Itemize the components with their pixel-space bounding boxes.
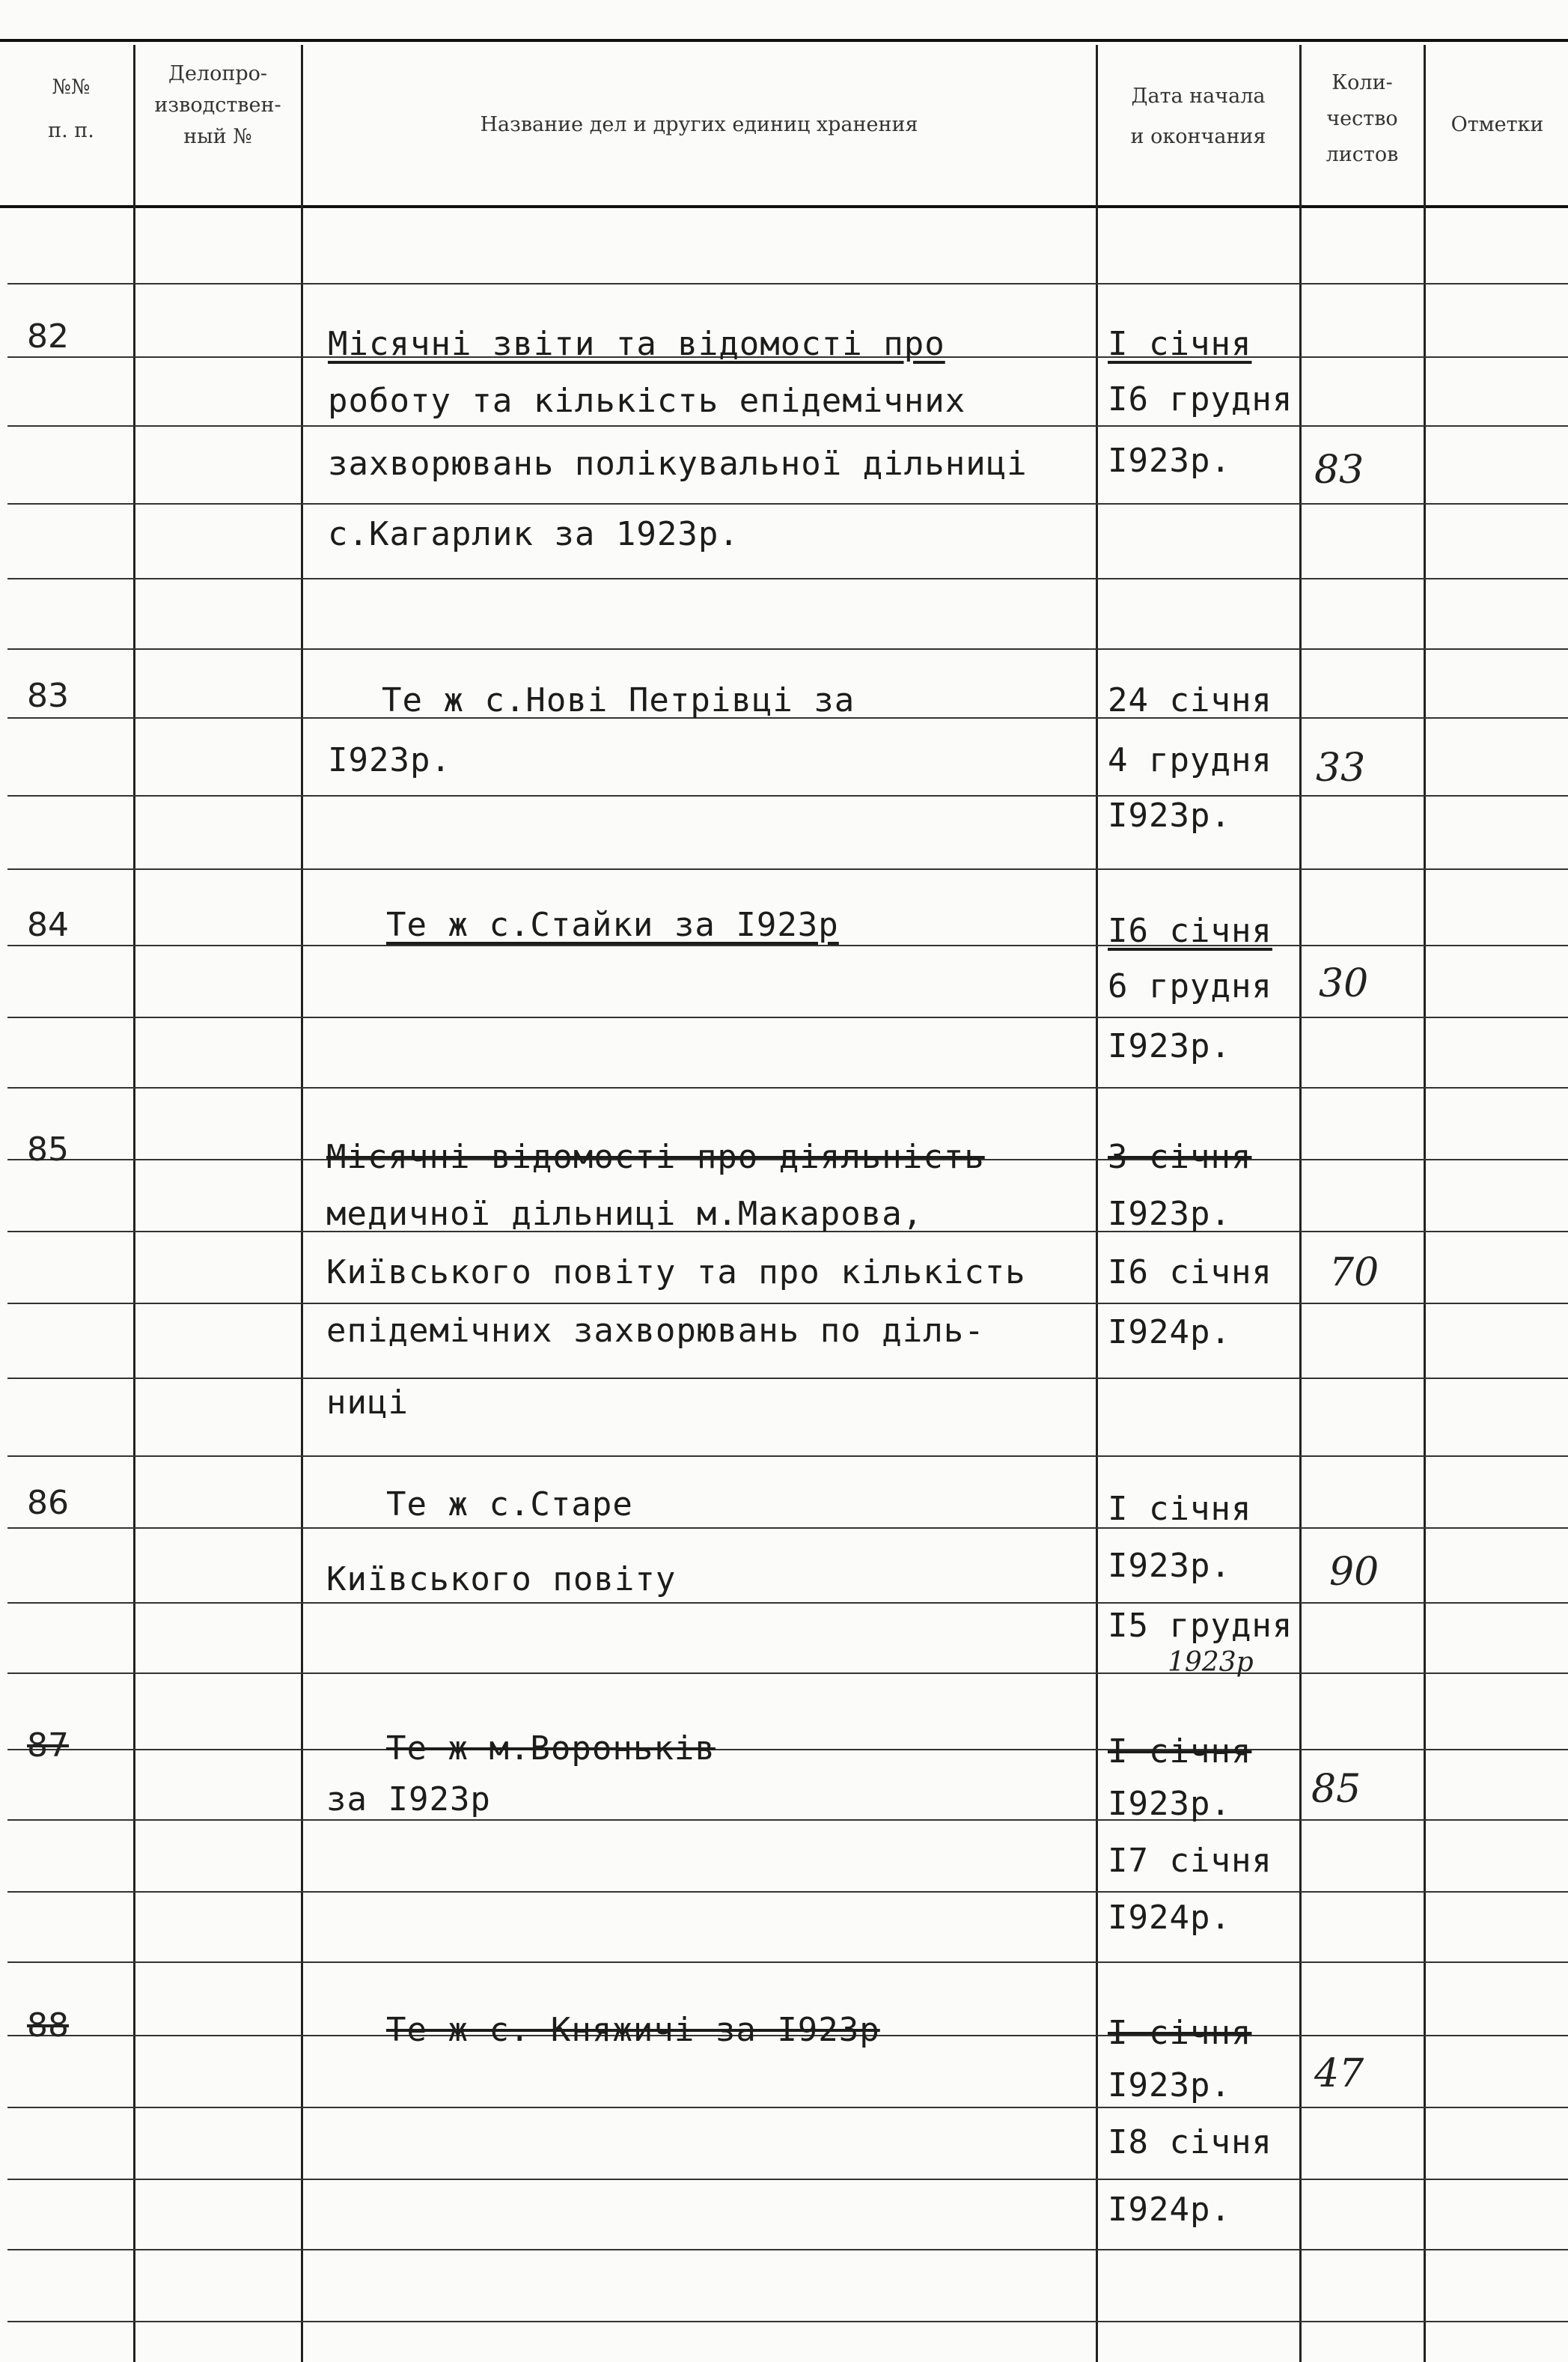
column-divider-3 [1096,45,1098,2362]
record-title-line: роботу та кількість епідемічних [328,382,966,420]
record-title-line: с.Кагарлик за 1923р. [328,515,739,553]
header-office-number-column [136,58,299,153]
record-sheet-count: 33 [1316,746,1366,791]
column-divider-4 [1299,45,1302,2362]
header-number-sublabel: п. п. [48,119,94,142]
record-sheet-count: 30 [1319,961,1369,1006]
ruled-line [7,1378,1568,1379]
record-title-line: захворювань полікувальної дільниці [328,445,1028,483]
record-date-line: I5 грудня [1108,1607,1293,1645]
ruled-line [7,1672,1568,1674]
record-title-line: Київського повіту [326,1560,677,1598]
ruled-line [7,1087,1568,1089]
column-divider-1 [133,45,135,2362]
ruled-line [7,1527,1568,1529]
header-sheets-column [1302,67,1422,171]
record-sheet-count: 47 [1314,2051,1364,2096]
header-number-column [15,72,127,147]
ruled-line [7,283,1568,284]
record-date-line: 4 грудня [1108,741,1272,779]
record-number: 88 [27,2006,69,2045]
record-date-line: I923р. [1108,1547,1231,1585]
ruled-line [7,1602,1568,1604]
ruled-line [7,2321,1568,2322]
record-date-line: I924р. [1108,2191,1231,2229]
ruled-line [7,648,1568,650]
ruled-line [7,425,1568,427]
record-title-line: медичної дільниці м.Макарова, [326,1195,924,1233]
ruled-line [7,945,1568,946]
record-sheet-count: 90 [1329,1550,1379,1595]
record-number: 85 [27,1130,69,1169]
record-title-line: Те ж с.Старе [386,1485,633,1524]
record-number: 82 [27,317,69,356]
header-sheets-label-1: Коли- [1331,71,1393,94]
header-sheets-label-2: чество [1326,107,1398,130]
header-office-label-2: изводствен- [154,94,281,117]
header-bottom-border [0,205,1568,208]
record-date-line: I6 грудня [1108,380,1293,418]
record-date-line: I січня [1108,2014,1252,2052]
record-sheet-count: 70 [1329,1250,1379,1295]
ruled-line [7,503,1568,505]
record-title-line: Те ж с. Княжичі за I923р [386,2011,880,2049]
record-date-line: I січня [1108,1490,1252,1528]
column-divider-5 [1424,45,1426,2362]
header-notes-column: Отметки [1450,113,1544,136]
record-date-line: 6 грудня [1108,967,1272,1005]
ruled-line [7,578,1568,579]
header-date-label-1: Дата начала [1131,85,1266,108]
record-date-line: I923р. [1108,1027,1231,1065]
ruled-line [7,1891,1568,1893]
record-number: 86 [27,1484,69,1522]
column-divider-2 [301,45,303,2362]
ruled-line [7,1455,1568,1457]
record-title-line: Те ж с.Нові Петрівці за [382,681,855,719]
ruled-line [7,1819,1568,1821]
record-number: 84 [27,906,69,944]
record-date-line: 3 січня [1108,1138,1252,1176]
record-date-line: I923р. [1108,2066,1231,2104]
ruled-line [7,1749,1568,1750]
header-number-label: №№ [52,76,91,99]
record-title-line: Київського повіту та про кількість [326,1253,1026,1291]
record-date-line: I6 січня [1108,1253,1272,1291]
ruled-line [7,2249,1568,2250]
record-date-line: I7 січня [1108,1842,1272,1880]
record-date-line: I923р. [1108,442,1231,480]
header-date-label-2: и окончания [1130,125,1266,148]
record-date-line: I8 січня [1108,2123,1272,2161]
record-title-line: Те ж м.Вороньків [386,1729,716,1768]
header-office-label-1: Делопро- [168,62,267,85]
record-date-line: I923р. [1108,797,1231,835]
ruled-line [7,2107,1568,2108]
ruled-line [7,2179,1568,2180]
ruled-line [7,1961,1568,1963]
table-top-border [0,39,1568,42]
record-number: 83 [27,677,69,715]
record-date-line: I923р. [1108,1195,1231,1233]
record-date-line: I924р. [1108,1313,1231,1351]
header-sheets-label-3: листов [1326,143,1399,166]
record-date-line: I січня [1108,1732,1252,1771]
record-title-line: I923р. [328,741,451,779]
record-handwritten-date: 1923р [1168,1647,1254,1678]
record-title-line: Місячні відомості про діяльність [326,1138,985,1176]
record-date-line: I923р. [1108,1785,1231,1823]
record-sheet-count: 85 [1311,1767,1361,1812]
ruled-line [7,868,1568,870]
header-date-column [1099,81,1298,153]
record-date-line: I924р. [1108,1899,1231,1937]
record-number: 87 [27,1726,69,1765]
record-title-line: Місячні звіти та відомості про [328,325,945,363]
ruled-line [7,1303,1568,1304]
record-title-line: ниці [326,1384,409,1422]
ruled-line [7,1017,1568,1018]
record-title-line: за I923р [326,1780,491,1818]
ruled-line [7,795,1568,797]
record-title-line: Те ж с.Стайки за I923р [386,906,839,944]
record-title-line: епідемічних захворювань по діль- [326,1312,985,1350]
record-date-line: I6 січня [1108,912,1272,950]
record-date-line: 24 січня [1108,681,1272,719]
record-date-line: I січня [1108,325,1252,363]
record-sheet-count: 83 [1314,448,1364,493]
header-title-column: Название дел и других единиц хранения [480,113,918,136]
header-office-label-3: ный № [183,125,252,148]
